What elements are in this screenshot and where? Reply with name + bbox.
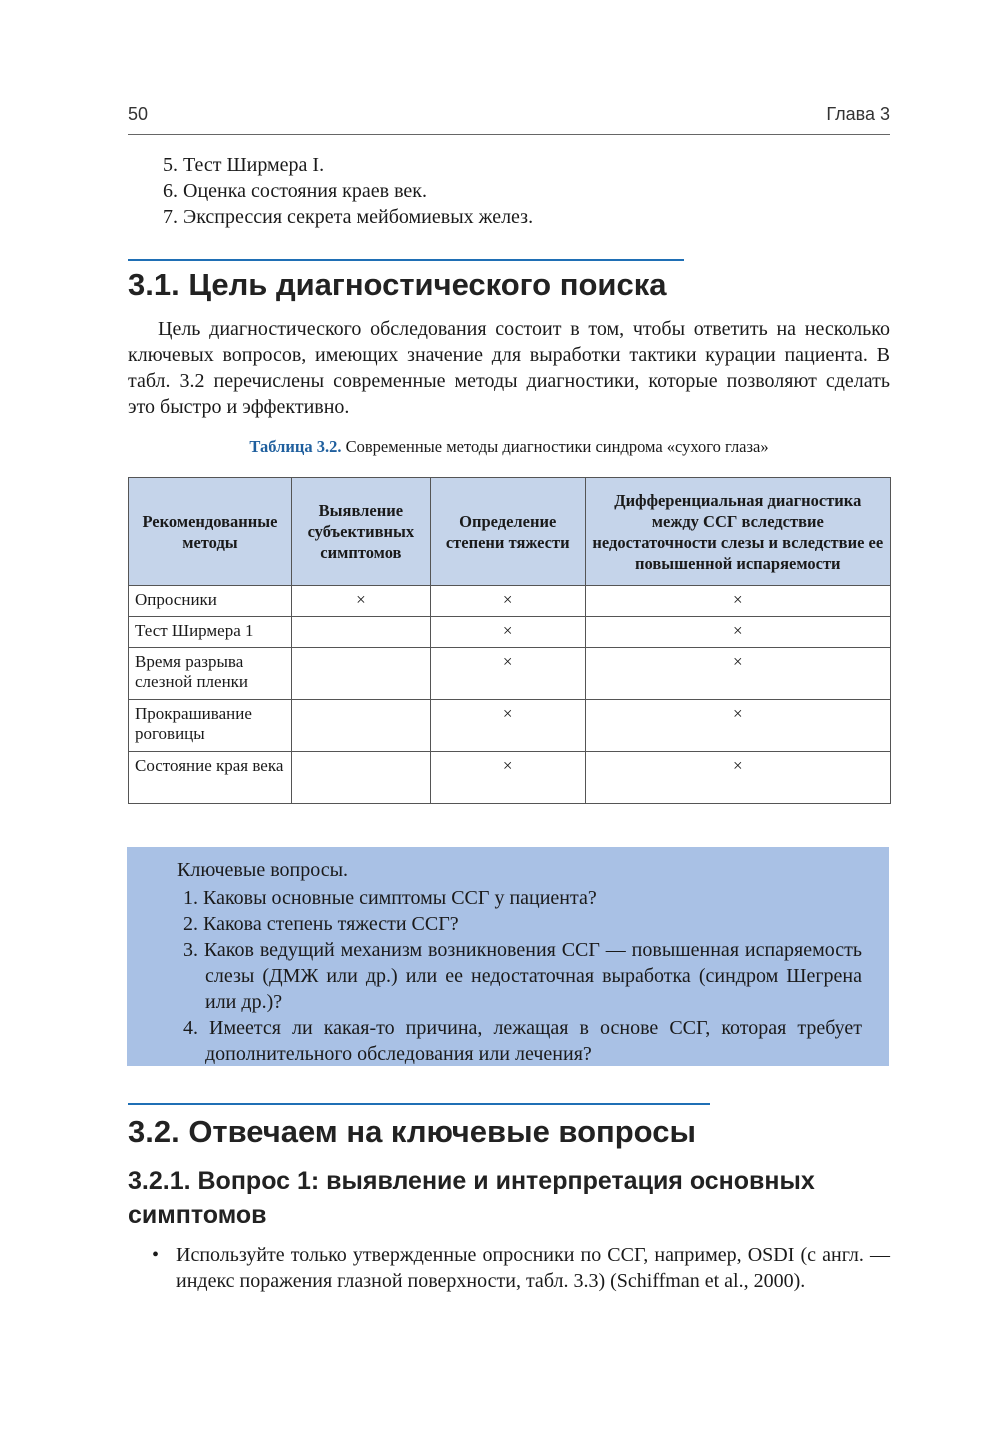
list-item: 5. Тест Ширмера I. xyxy=(163,154,325,176)
section-3-1-paragraph: Цель диагностического обследования состоит в том, чтобы ответить на несколько ключевых вопросов, имеющих значение для выработки тактики курации пациента. В табл. 3.2 перечислены современные методы диагностики, которые позволяют сделать это быстро и эффективно. xyxy=(128,318,890,418)
method-cell: Тест Ширмера 1 xyxy=(129,617,292,648)
mark-cell xyxy=(291,700,430,752)
mark-cell: × xyxy=(585,700,890,752)
section-3-1-rule xyxy=(128,259,684,261)
numbered-list-top xyxy=(163,152,863,230)
mark-cell: × xyxy=(430,648,585,700)
mark-cell: × xyxy=(585,648,890,700)
table-row xyxy=(129,648,891,700)
table-row xyxy=(129,617,891,648)
bullet-list xyxy=(148,1242,890,1294)
mark-cell: × xyxy=(585,617,890,648)
mark-cell xyxy=(291,617,430,648)
mark-cell: × xyxy=(291,586,430,617)
mark-cell: × xyxy=(585,752,890,804)
method-cell: Прокрашивание роговицы xyxy=(129,700,292,752)
list-item: 6. Оценка состояния краев век. xyxy=(163,180,428,202)
key-questions-title: Ключевые вопросы. xyxy=(177,859,349,881)
methods-table xyxy=(128,477,891,804)
mark-cell xyxy=(291,648,430,700)
page-number: 50 xyxy=(128,104,149,124)
mark-cell: × xyxy=(430,752,585,804)
table-row xyxy=(129,700,891,752)
chapter-label: Глава 3 xyxy=(826,104,890,124)
section-3-2-1-title: 3.2.1. Вопрос 1: выявление и интерпретация основных симптомов xyxy=(128,1167,815,1229)
section-3-2-title: 3.2. Отвечаем на ключевые вопросы xyxy=(128,1114,696,1149)
table-caption-text: Современные методы диагностики синдрома «сухого глаза» xyxy=(345,437,769,456)
bullet-item xyxy=(148,1242,890,1294)
section-3-1-title: 3.1. Цель диагностического поиска xyxy=(128,267,667,302)
list-item: 3. Каков ведущий механизм возникновения ССГ — повышенная испаряемость слезы (ДМЖ или др.) или ее недостаточная выработка (синдром Шегрена или др.)? xyxy=(183,939,862,1013)
mark-cell: × xyxy=(430,586,585,617)
key-questions-box xyxy=(127,847,889,1066)
table-caption-label: Таблица 3.2. xyxy=(249,437,342,456)
header-differential: Дифференциальная диагностика между ССГ вследствие недостаточности слезы и вследствие ее повышенной испаряемости xyxy=(585,478,890,586)
mark-cell: × xyxy=(430,617,585,648)
list-item: 2. Какова степень тяжести ССГ? xyxy=(183,913,459,935)
key-questions-list xyxy=(177,885,862,1067)
section-3-2-rule xyxy=(128,1103,710,1105)
method-cell: Время разрыва слезной пленки xyxy=(129,648,292,700)
list-item: 1. Каковы основные симптомы ССГ у пациента? xyxy=(183,887,597,909)
page-header xyxy=(128,104,890,132)
table-row xyxy=(129,586,891,617)
header-methods: Рекомендованные методы xyxy=(129,478,292,586)
list-item: 4. Имеется ли какая-то причина, лежащая в основе ССГ, которая требует дополнительного обследования или лечения? xyxy=(183,1017,862,1065)
bullet-text: Используйте только утвержденные опросники по ССГ, например, OSDI (с англ. — индекс поражения глазной поверхности, табл. 3.3) (Schiffman et al., 2000). xyxy=(176,1244,890,1292)
list-item: 7. Экспрессия секрета мейбомиевых желез. xyxy=(163,206,534,228)
header-severity: Определение степени тяжести xyxy=(430,478,585,586)
mark-cell xyxy=(291,752,430,804)
header-symptoms: Выявление субъективных симптомов xyxy=(291,478,430,586)
method-cell: Опросники xyxy=(129,586,292,617)
method-cell: Состояние края века xyxy=(129,752,292,804)
header-divider xyxy=(128,134,890,135)
table-header-row xyxy=(129,478,891,586)
mark-cell: × xyxy=(585,586,890,617)
mark-cell: × xyxy=(430,700,585,752)
bullet-icon: • xyxy=(152,1244,160,1266)
table-row xyxy=(129,752,891,804)
table-caption xyxy=(128,437,890,457)
